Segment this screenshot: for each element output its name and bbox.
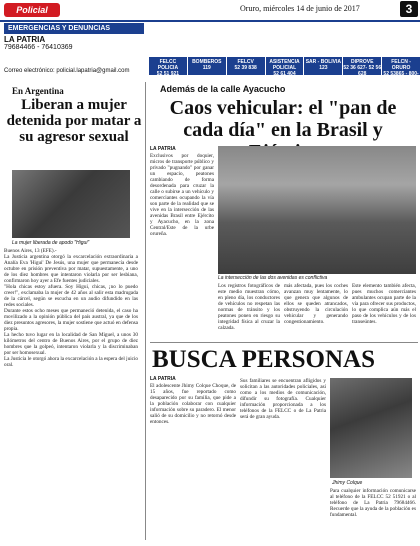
left-body: Buenos Aires, 13 (EFE).- La Justicia argentina otorgó la excarcelación extraordinaria a Analía Eva 'Higui' De Jesús, una mujer que permanecía desde octubre en prisión preventiva por matar, supuestamente, a uno de los diez hombres que intentaron violarla por ser lesbiana, confirmaron hoy ayer a Efe fuentes judiciales. "Hola chicas estoy afuera. Soy Higui, chicas, ¡no lo puedo creer!", exclamaba la mujer de 42 años al salir esta madrugada de la cárcel, según se escucha en un audio difundido en las redes sociales. Durante estos ocho meses que permaneció detenida, el caso ha movilizado a la opinión pública del país austral, ya que de los diez presuntos agresores, la mujer sostiene que actuó en defensa propia. La hecho tuvo lugar en la localidad de San Miguel, a unos 30 kilómetros del centro de Buenos Aires, por el grupo de diez hombres que la golpeó, intentaron violarla y la discriminaban por ser homosexual. La Justicia le otorgó ahora la excarcelación a la espera del juicio oral. [4, 248, 138, 368]
main-kicker: Además de la calle Ayacucho [160, 84, 286, 94]
busca-headline: BUSCA PERSONAS [152, 346, 375, 373]
main-col-3: más afectada, pues los coches avanzan muy lentamente, lo que genera que algunos de ellos se queden atrancados, obstruyendo la circulación vehicular y generando congestionamiento. [284, 283, 348, 325]
main-col-2: Los registros fotográficos de este medio muestran cómo, en pleno día, los conductores de vehículos no respetan las normas de tránsito y los peatones ponen en riesgo su integridad física al cruzar la calzada. [218, 283, 280, 331]
left-headline: Liberan a mujer detenida por matar a su agresor sexual [6, 97, 142, 145]
phone-felcv: FELCV 52 39 838 [226, 57, 265, 75]
main-headline: Caos vehicular: el "pan de cada día" en la Brasil y [169, 97, 397, 141]
busca-col-3: Para cualquier información comunicarse al teléfono de la FELCC 52 51921 o al teléfono de La Patria 79684466. Recuerde que la ayuda de la población es fundamental. [330, 488, 416, 518]
page-number: 3 [400, 1, 418, 17]
missing-photo-caption: Jhimy Colque [332, 480, 363, 486]
email-line: Correo electrónico: policial.lapatria@gmail.com [4, 68, 130, 74]
left-photo [12, 170, 130, 238]
busca-col-2: Sus familiares se encuentran afligidos y solicitan a las autoridades policiales, así como a los medios de comunicación, difundir su fotografía. Cualquier información proporcionada a los teléfonos de la FELCC o de La Patria será de gran ayuda. [240, 378, 326, 420]
traffic-photo-caption: La intersección de las dos avenidas es conflictiva [218, 275, 328, 281]
column-divider [145, 82, 146, 540]
busca-credit: LA PATRIA [150, 376, 176, 382]
patria-contact [4, 35, 144, 67]
phone-diprove: DIPROVE 52 36 627- 52 56 628 [343, 59, 382, 77]
emergency-bar: EMERGENCIAS Y DENUNCIAS [4, 23, 144, 34]
left-section-label: En Argentina [12, 86, 64, 96]
busca-col-1: El adolescente Jhimy Colque Choque, de 15 años, fue reportado como desaparecido por su familia, que pide a la población colaborar con cualquier información sobre su paradero. El menor salió de su domicilio y no retornó desde entonces. [150, 383, 236, 425]
phone-felcn: FELCN - ORURO 52 53865 - 800-10-8080 Línea Gratuita [381, 57, 420, 75]
phone-sar: SAR - BOLIVIA 123 [303, 57, 342, 75]
section-rule [150, 342, 418, 343]
left-photo-caption: La mujer liberada de apodo "Higui" [12, 240, 90, 246]
main-credit: LA PATRIA [150, 146, 176, 152]
traffic-photo [218, 146, 416, 274]
issue-date: Oruro, miércoles 14 de junio de 2017 [240, 4, 360, 13]
policial-logo: Policial [4, 3, 60, 17]
phone-asistencia: ASISTENCIA POLICIAL 52 61 404 [265, 57, 304, 75]
patria-phone: 79684466 - 76410369 [4, 44, 73, 51]
main-col-4: Este elemento también afecta, pues muchos comerciantes ambulantes ocupan parte de la vía para ofrecer sus productos, lo que complica aún más el paso de los vehículos y de los transeúntes. [352, 283, 416, 325]
main-col-1: Exclusivos por doquier, micros de transporte público y privado "pugnando" por ganar un espacio, peatones cambiando de forma desordenada para cruzar la calle o subirse a un vehículo y comerciantes ocupando la vía son parte de la realidad que se vive en la intersección de las avenidas Brasil entre Ejército y Ayacucho, en la zona Central/Este de la urbe orureña. [150, 153, 214, 237]
header-rule [0, 20, 420, 22]
missing-person-photo [330, 378, 412, 478]
phone-bomberos: BOMBEROS 119 [187, 57, 226, 75]
patria-title: LA PATRIA [4, 35, 46, 44]
phone-felcc: FELCC POLICIA 52 51 921 [148, 57, 187, 75]
